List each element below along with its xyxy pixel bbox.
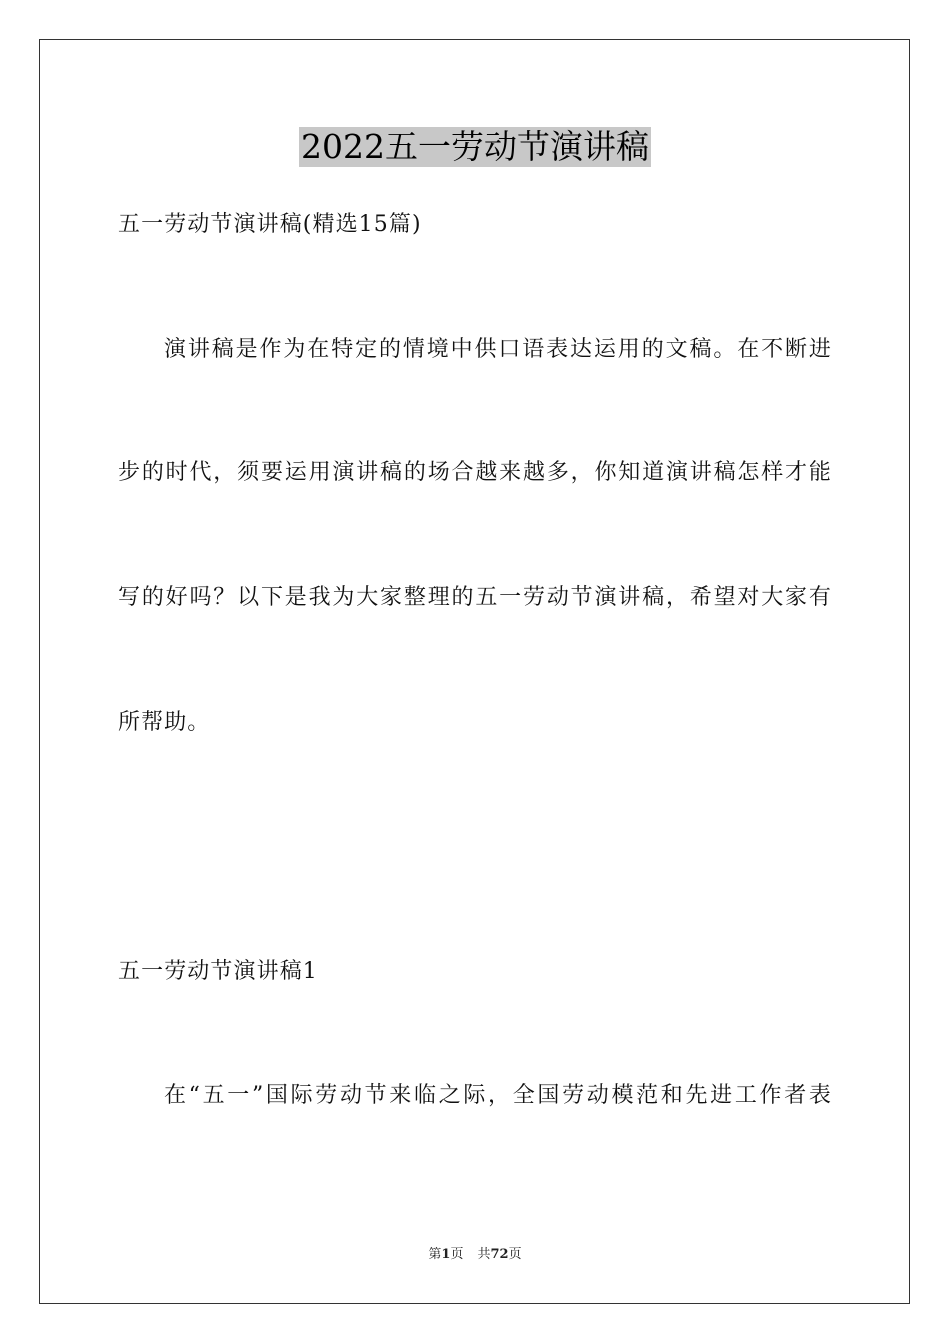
footer-page-prefix: 第	[428, 1247, 442, 1262]
document-title: 2022五一劳动节演讲稿	[301, 127, 649, 166]
footer-total-prefix: 共	[477, 1247, 491, 1262]
section-line-1: 在“五一”国际劳动节来临之际，全国劳动模范和先进工作者表	[164, 1083, 832, 1108]
page-footer	[0, 1246, 950, 1264]
intro-line-3: 写的好吗？以下是我为大家整理的五一劳动节演讲稿，希望对大家有	[118, 585, 832, 610]
document-subtitle: 五一劳动节演讲稿(精选15篇)	[118, 212, 422, 237]
intro-line-2: 步的时代，须要运用演讲稿的场合越来越多，你知道演讲稿怎样才能	[118, 460, 832, 485]
footer-total-suffix: 页	[508, 1247, 522, 1262]
title-container	[0, 127, 950, 167]
footer-total-pages: 72	[490, 1247, 509, 1262]
footer-page-suffix: 页	[450, 1247, 464, 1262]
intro-line-1: 演讲稿是作为在特定的情境中供口语表达运用的文稿。在不断进	[164, 337, 832, 362]
intro-line-4: 所帮助。	[118, 710, 211, 735]
footer-page-number: 1	[441, 1247, 451, 1262]
section-heading: 五一劳动节演讲稿1	[118, 959, 318, 984]
